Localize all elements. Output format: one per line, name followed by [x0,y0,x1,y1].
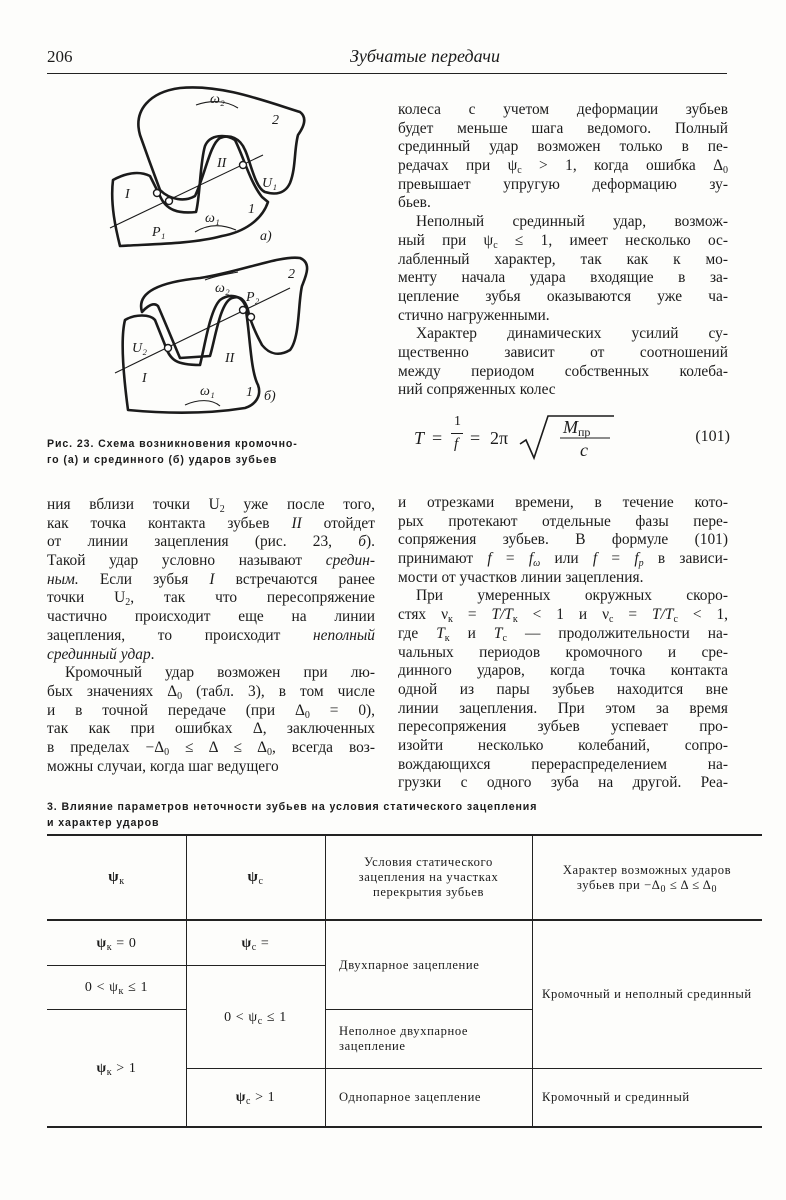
table-cell-psi-k [47,1010,186,1126]
formula-equals: = [470,428,481,448]
subscript: к [106,941,113,953]
text-segment: Такой удар условно называют [47,552,326,570]
text-line [398,194,728,213]
cell-text [542,987,752,1002]
text-segment: между периодом собственных колеба- [398,362,728,380]
text-line [398,120,728,139]
text-segment: в зависи- [643,550,728,568]
text-segment: , всегда воз- [272,738,376,756]
text-segment: б [358,533,367,551]
table-caption-line: и характер ударов [47,817,160,829]
left-column-text [47,496,375,776]
table-header-impacts [532,836,762,919]
figure-caption [47,436,377,468]
text-segment: > 1 [250,1090,276,1105]
table-caption [47,799,747,831]
cell-text [57,936,176,951]
label-tooth-I-a: I [125,187,130,202]
text-segment: ≤ 1 [262,1009,287,1025]
table-cell-psi-c [186,966,325,1068]
table-caption-line: 3. Влияние параметров неточности зубьев на условия статического зацепления [47,801,538,813]
text-segment: = [597,550,635,568]
contact-point [166,198,173,205]
text-segment: цепление зубья оказываются уже ча- [398,287,728,305]
text-line [398,625,728,644]
text-segment: ≤ Δ ≤ Δ [666,877,712,892]
text-segment: отойдет [301,514,375,532]
table-cell-condition [325,1069,532,1126]
text-line [398,344,728,363]
table-header-psi-k [47,836,186,919]
text-segment: Характер динамических усилий су- [416,325,728,343]
table-header-conditions [325,836,532,919]
page-number: 206 [47,47,73,66]
text-segment: или [540,550,593,568]
subscript: c [493,239,498,251]
cell-text [339,958,518,973]
subscript: 0 [660,883,667,895]
rotation-arrow-omega1-a [195,226,236,232]
rotation-arrow-omega1-b [185,401,220,406]
contact-point [240,307,247,314]
text-line [47,589,375,608]
formula-coefficient: 2π [490,428,509,448]
formula-equals: = [432,428,443,448]
text-line [398,756,728,775]
text-line [47,664,375,683]
text-segment: одной из пары зубьев находится вне [398,680,728,698]
text-segment: Кромочный удар возможен при лю- [65,664,375,682]
subscript: к [448,614,453,626]
text-segment: линии зацепления. При этом за время [398,699,728,717]
text-segment: ≤ 1 [124,980,149,995]
text-segment: Если зубья [78,570,210,588]
formula-fraction-bar [451,433,463,434]
subscript: c [673,614,678,626]
text-line [398,213,728,232]
text-segment: T [493,624,503,642]
cell-text [339,1090,518,1105]
text-segment: = [256,935,270,951]
subscript: к [512,614,518,626]
text-segment: Кромочный и срединный [542,1090,690,1104]
label-omega1-b: ω₁ [200,384,215,399]
text-segment: срединный удар возможен только в пе- [398,138,728,156]
text-line [47,552,375,571]
text-segment: = [452,606,492,624]
subscript: к [118,986,125,997]
text-segment: T/T [491,606,513,624]
text-segment: II [291,514,302,532]
subscript: к [106,1066,113,1078]
text-segment: изойти несколько колебаний, сопро- [398,736,728,754]
text-line [398,550,728,569]
text-segment: и отрезками времени, в течение кото- [398,494,728,511]
cell-text [196,1090,315,1105]
text-segment: ний сопряженных колес [398,381,556,399]
text-segment: ψ [241,935,252,951]
text-segment: ≤ 1, имеет несколько ос- [497,231,729,249]
text-line [398,737,728,756]
formula-mass-symbol: M [563,417,578,437]
label-tooth-II-b: II [225,351,235,366]
text-line [398,101,728,120]
gear-1-outline-a [112,136,268,246]
text-segment: — продолжительности на- [506,624,728,642]
subscript: 0 [164,746,170,758]
text-segment: T/T [652,606,674,624]
table-header-psi-c [186,836,325,919]
text-line [398,251,728,270]
table-cell-psi-c [186,921,325,965]
text-segment: 0 < ψ [84,980,119,995]
subscript: 0 [304,709,310,721]
label-tooth-I-b: I [142,371,147,386]
subscript: c [502,632,507,644]
formula-fraction-numerator: 1 [454,414,461,429]
text-segment: сопряжения зубьев. В формуле (101) [398,531,728,549]
label-tooth-II-a: II [217,156,227,171]
text-line [398,718,728,737]
gear-2-outline-b [141,258,307,358]
text-segment: ≤ Δ ≤ Δ [169,738,267,756]
subscript: c [245,1096,251,1107]
text-line [398,700,728,719]
text-segment: ψ [96,935,107,951]
text-segment: Характер возможных ударов зубьев при −Δ [562,862,732,892]
label-gear1-a: 1 [248,202,255,217]
text-line [398,662,728,681]
text-segment: и в точной передаче (при Δ [47,701,305,719]
text-segment: и [449,624,494,642]
text-segment: = [491,550,529,568]
text-segment: лабленный характер, так как к мо- [398,250,728,268]
subscript: c [257,1015,263,1027]
cell-text [196,936,315,951]
text-segment: 0 < ψ [224,1009,258,1025]
text-segment: Однопарное зацепление [339,1090,482,1104]
label-b: б) [264,389,276,404]
label-gear1-b: 1 [246,385,253,400]
text-segment: Условия статического зацепления на участках перекрытия зубьев [358,855,499,899]
table-cell-psi-c [186,1069,325,1126]
text-segment: рых протекают отдельные фазы пере- [398,512,728,530]
text-segment: динного ударов, когда точка контакта [398,662,728,680]
text-line [398,381,728,400]
subscript: c [258,876,264,887]
text-segment: ψ [96,1060,107,1076]
text-segment: встречаются ранее [214,570,375,588]
text-segment: f [528,550,534,568]
table-cell-psi-k [47,966,186,1009]
text-segment: где [398,624,437,642]
text-line [47,683,375,702]
text-line [398,157,728,176]
subscript: к [444,632,450,644]
text-segment: Кромочный и неполный срединный [542,987,752,1001]
text-line [47,627,375,646]
text-line [398,513,728,532]
text-segment: вождающихся перераспределением на- [398,755,728,773]
label-gear2-a: 2 [272,113,279,128]
text-segment: , так что пересопряжение [130,589,375,607]
subscript: c [251,941,257,953]
text-segment: Неполное двухпарное зацепление [339,1024,469,1053]
text-line [47,515,375,534]
text-segment: колеса с учетом деформации зубьев [398,101,728,118]
text-line [398,569,728,588]
text-segment: f [592,550,598,568]
text-segment: ψ [108,869,120,885]
text-line [47,496,375,515]
text-segment: f [634,550,639,568]
text-segment: Двухпарное зацепление [339,957,480,972]
figure-caption-line: го (а) и срединного (б) ударов зубьев [47,454,278,466]
subscript: c [517,165,522,177]
text-line [398,494,728,513]
subscript: к [119,876,125,887]
subscript: p [638,558,644,570]
text-segment: редачах при ψ [398,157,518,175]
text-line [398,307,728,326]
text-line [398,587,728,606]
subscript: 2 [219,504,225,515]
text-segment: бьев. [398,194,431,212]
text-segment: грузки с одного зуба на другой. Реа- [398,774,728,792]
text-segment: = 0 [112,935,137,951]
text-segment: < 1 и ν [517,606,610,624]
text-segment: стично нагруженными. [398,306,550,324]
table-cell-psi-k [47,921,186,965]
text-line [398,681,728,700]
cell-text [196,1010,315,1025]
text-line [398,269,728,288]
formula-mass-subscript: пр [578,425,591,439]
text-line [398,606,728,625]
cell-text [57,1061,176,1076]
formula-radicand-denominator: c [580,440,588,460]
label-omega1-a: ω₁ [205,211,220,226]
text-line [47,702,375,721]
text-segment: мости от участков линии зацепления. [398,568,644,586]
running-title: Зубчатые передачи [350,46,500,66]
text-segment: (табл. 3), в том числе [182,682,375,700]
subscript: 0 [177,690,183,702]
text-segment: превышает упругую деформацию зу- [398,175,728,193]
contact-point [154,190,161,197]
label-U2: U₂ [132,341,147,356]
text-segment: При умеренных окружных скоро- [416,587,728,605]
text-segment: так как при ошибках Δ, заключенных [47,720,375,738]
text-line [398,288,728,307]
formula-fraction-denominator: f [454,436,459,452]
text-segment: стях ν [398,606,449,624]
text-segment: бых значениях Δ [47,682,178,700]
text-line [398,531,728,550]
table-cell-impact [532,921,762,1068]
text-segment: будет меньше шага ведомого. Полный [398,119,728,137]
formula-number: (101) [695,428,730,445]
contact-point [248,314,255,321]
label-a: а) [260,229,272,244]
label-P2: P₂ [246,290,260,305]
contact-point [165,345,172,352]
text-segment: принимают [398,550,488,568]
text-line [398,325,728,344]
formula-radicand-numerator [563,417,590,438]
text-segment: от линии зацепления (рис. 23, [47,533,359,551]
text-line [47,608,375,627]
text-segment: . [150,645,155,663]
text-segment: T [436,624,445,642]
text-segment: уже после того, [224,496,375,513]
text-segment: ). [366,533,375,551]
text-segment: ψ [235,1090,246,1105]
label-gear2-b: 2 [288,267,295,282]
text-line [398,774,728,793]
text-segment: менту начала удара входящие в за- [398,269,728,287]
cell-text [196,870,315,885]
text-segment: > 1 [112,1060,137,1076]
text-line [398,644,728,663]
text-segment: чальных периодов кромочного и сре- [398,643,728,661]
cell-text [347,855,510,900]
text-segment: неполный [313,626,375,644]
cell-text [57,980,176,995]
table-cell-impact [532,1069,762,1126]
subscript: ω [533,558,541,570]
text-line [47,758,375,777]
text-segment: в пределах −Δ [47,738,165,756]
text-segment: щественно зависит от соотношений [398,343,728,361]
text-segment: срединный удар [47,645,151,663]
text-segment: средин- [325,552,375,570]
formula-lhs: T [414,428,425,448]
text-line [47,739,375,758]
subscript: 0 [267,746,272,758]
text-segment: ный при ψ [398,231,494,249]
text-segment: < 1, [677,606,728,624]
subscript: c [609,614,614,626]
text-segment: как точка контакта зубьев [47,514,292,532]
text-segment: = 0), [309,701,375,719]
table-rule [47,1126,762,1128]
text-segment: ным. [47,570,79,588]
text-line [398,363,728,382]
label-omega2-a: ω₂ [210,92,225,107]
text-line [47,720,375,739]
figure-caption-line: Рис. 23. Схема возникновения кромочно- [47,438,298,450]
text-segment: частично происходит еще на линии [47,608,375,626]
text-line [398,138,728,157]
cell-text [542,1090,752,1105]
text-segment: = [613,606,653,624]
text-line [398,176,728,195]
subscript: 2 [125,597,131,609]
table-cell-condition [325,921,532,1009]
label-omega2-b: ω₂ [215,281,230,296]
text-segment: точки U [47,589,126,607]
contact-point [240,162,247,169]
text-segment: зацепления, то происходит [47,626,314,644]
text-segment: пересопряжения зубьев успевает про- [398,718,728,736]
text-line [47,533,375,552]
text-segment: > 1, когда ошибка Δ [521,157,723,175]
formula-101 [410,414,730,464]
text-segment: можны случаи, когда шаг ведущего [47,757,279,775]
label-U1: U₁ [262,176,277,191]
text-segment: f [487,550,492,568]
subscript: 0 [711,883,718,895]
cell-text [550,863,744,893]
text-segment: Неполный срединный удар, возмож- [416,213,728,231]
text-line [47,646,375,665]
cell-text [339,1024,518,1054]
right-column-text-bottom [398,494,728,793]
text-segment: I [209,570,215,588]
table-cell-condition [325,1010,532,1068]
label-P1: P₁ [152,225,166,240]
text-line [398,232,728,251]
subscript: 0 [723,165,728,177]
text-segment: ψ [247,869,259,885]
text-segment: ния вблизи точки U [47,496,220,513]
cell-text [57,870,176,885]
text-line [47,571,375,590]
right-column-text-top [398,101,728,400]
